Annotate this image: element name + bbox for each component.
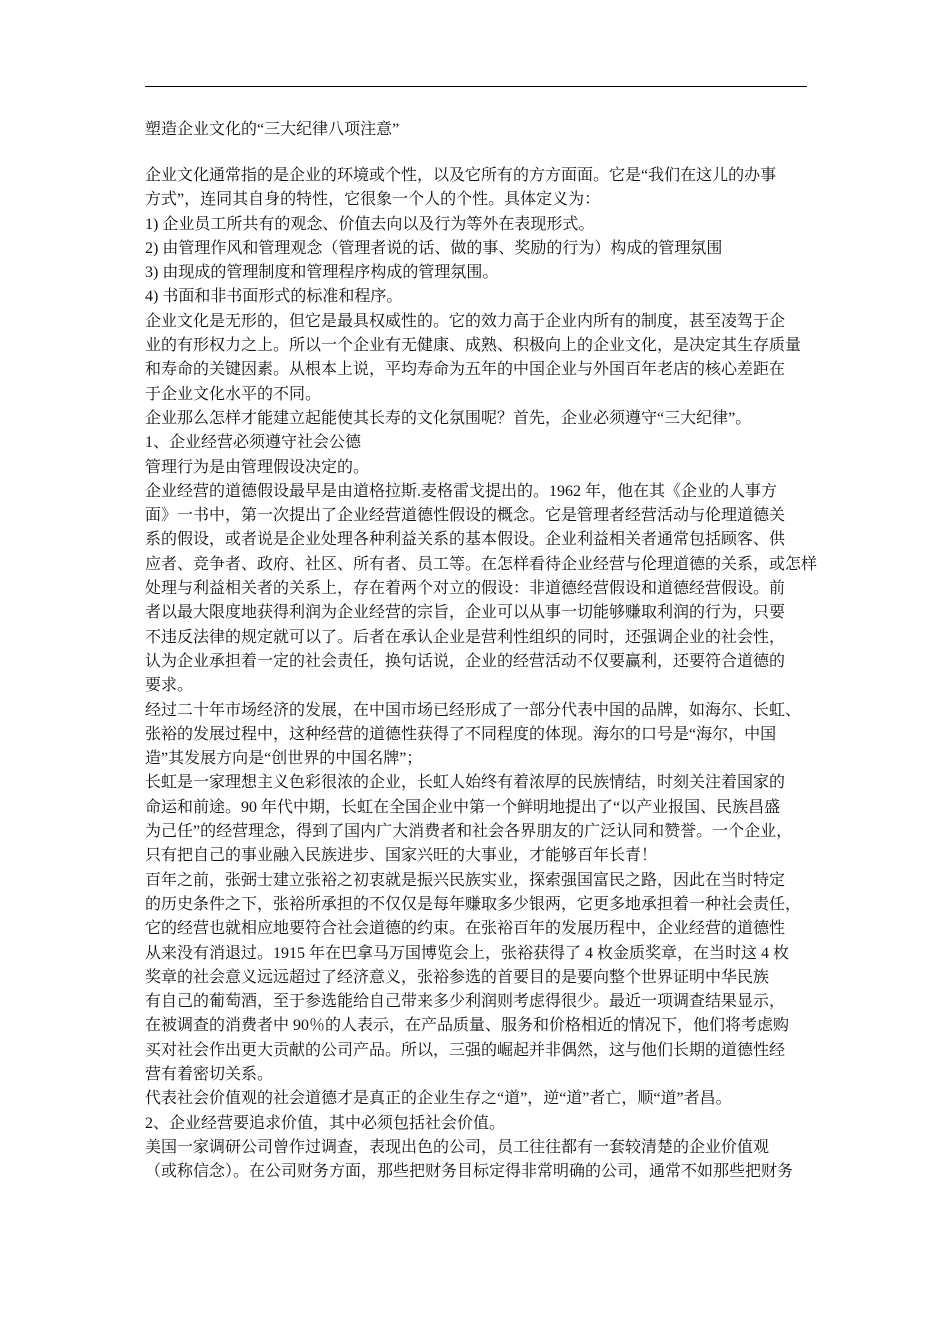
text-line: 认为企业承担着一定的社会责任，换句话说，企业的经营活动不仅要赢利，还要符合道德的: [145, 652, 786, 670]
text-line: 不违反法律的规定就可以了。后者在承认企业是营利性组织的同时，还强调企业的社会性，: [145, 628, 786, 646]
text-line: 和寿命的关键因素。从根本上说，平均寿命为五年的中国企业与外国百年老店的核心差距在: [145, 361, 786, 379]
text-line: 在被调查的消费者中 90％的人表示，在产品质量、服务和价格相近的情况下，他们将考虑购: [145, 1017, 790, 1035]
text-line: 为己任”的经营理念，得到了国内广大消费者和社会各界朋友的广泛认同和赞誉。一个企业，: [145, 823, 793, 841]
document-title: 塑造企业文化的“三大纪律八项注意”: [145, 121, 400, 138]
text-line: 1、企业经营必须遵守社会公德: [145, 434, 362, 452]
text-line: 企业文化通常指的是企业的环境或个性，以及它所有的方方面面。它是“我们在这儿的办事: [145, 167, 777, 184]
text-line: 4) 书面和非书面形式的标准和程序。: [145, 288, 403, 306]
text-line: 要求。: [145, 677, 194, 695]
text-line: 造”其发展方向是“创世界的中国名牌”；: [145, 750, 423, 768]
text-line: 2、企业经营要追求价值，其中必须包括社会价值。: [145, 1114, 506, 1132]
text-line: 买对社会作出更大贡献的公司产品。所以，三强的崛起并非偶然，这与他们长期的道德性经: [145, 1041, 786, 1059]
text-line: 美国一家调研公司曾作过调查，表现出色的公司，员工往往都有一套较清楚的企业价值观: [145, 1138, 770, 1156]
text-line: 命运和前途。90 年代中期，长虹在全国企业中第一个鲜明地提出了“以产业报国、民族昌盛: [145, 798, 781, 816]
text-line: 有自己的葡萄酒，至于参选能给自己带来多少利润则考虑得很少。最近一项调查结果显示，: [145, 993, 786, 1011]
text-line: 3) 由现成的管理制度和管理程序构成的管理氛围。: [145, 264, 499, 282]
text-line: 企业文化是无形的，但它是最具权威性的。它的效力高于企业内所有的制度，甚至凌驾于企: [145, 312, 786, 330]
text-line: 方式”，连同其自身的特性，它很象一个人的个性。具体定义为：: [145, 191, 601, 209]
text-line: 从来没有消退过。1915 年在巴拿马万国博览会上，张裕获得了 4 枚金质奖章，在当时这 4 枚: [145, 944, 790, 962]
text-line: 1) 企业员工所共有的观念、价值去向以及行为等外在表现形式。: [145, 215, 595, 233]
text-line: 代表社会价值观的社会道德才是真正的企业生存之“道”，逆“道”者亡，顺“道”者昌。: [145, 1090, 732, 1108]
text-line: 经过二十年市场经济的发展，在中国市场已经形成了一部分代表中国的品牌，如海尔、长虹、: [145, 701, 802, 719]
text-line: 张裕的发展过程中，这种经营的道德性获得了不同程度的体现。海尔的口号是“海尔，中国: [145, 725, 777, 743]
text-line: 长虹是一家理想主义色彩很浓的企业，长虹人始终有着浓厚的民族情结，时刻关注着国家的: [145, 774, 786, 792]
text-line: 于企业文化水平的不同。: [145, 385, 322, 403]
text-line: 企业经营的道德假设最早是由道格拉斯.麦格雷戈提出的。1962 年，他在其《企业的人事方: [145, 482, 778, 500]
text-line: 管理行为是由管理假设决定的。: [145, 458, 370, 476]
text-line: 只有把自己的事业融入民族进步、国家兴旺的大事业，才能够百年长青！: [145, 847, 658, 865]
text-line: 2) 由管理作风和管理观念（管理者说的话、做的事、奖励的行为）构成的管理氛围: [145, 239, 723, 257]
text-line: 它的经营也就相应地要符合社会道德的约束。在张裕百年的发展历程中，企业经营的道德性: [145, 920, 786, 938]
text-line: 企业那么怎样才能建立起能使其长寿的文化氛围呢？首先，企业必须遵守“三大纪律”。: [145, 409, 752, 427]
text-line: 面》一书中，第一次提出了企业经营道德性假设的概念。它是管理者经营活动与伦理道德关: [145, 507, 786, 525]
text-line: 应者、竞争者、政府、社区、所有者、员工等。在怎样看待企业经营与伦理道德的关系，或怎样: [145, 555, 818, 573]
header-rule: [145, 86, 807, 87]
document-body: [145, 164, 818, 1184]
text-line: 百年之前，张弼士建立张裕之初衷就是振兴民族实业，探索强国富民之路，因此在当时特定: [145, 871, 786, 889]
text-line: 系的假设，或者说是企业处理各种利益关系的基本假设。企业利益相关者通常包括顾客、供: [145, 531, 786, 549]
text-line: 处理与利益相关者的关系上，存在着两个对立的假设：非道德经营假设和道德经营假设。前: [145, 580, 786, 598]
text-line: 的历史条件之下，张裕所承担的不仅仅是每年赚取多少银两，它更多地承担着一种社会责任，: [145, 895, 802, 913]
text-line: 者以最大限度地获得利润为企业经营的宗旨，企业可以从事一切能够赚取利润的行为，只要: [145, 604, 786, 622]
text-line: 业的有形权力之上。所以一个企业有无健康、成熟、积极向上的企业文化，是决定其生存质量: [145, 337, 802, 355]
text-line: 奖章的社会意义远远超过了经济意义，张裕参选的首要目的是要向整个世界证明中华民族: [145, 968, 770, 986]
text-line: 营有着密切关系。: [145, 1065, 274, 1083]
text-line: （或称信念）。在公司财务方面，那些把财务目标定得非常明确的公司，通常不如那些把财务: [145, 1163, 794, 1181]
